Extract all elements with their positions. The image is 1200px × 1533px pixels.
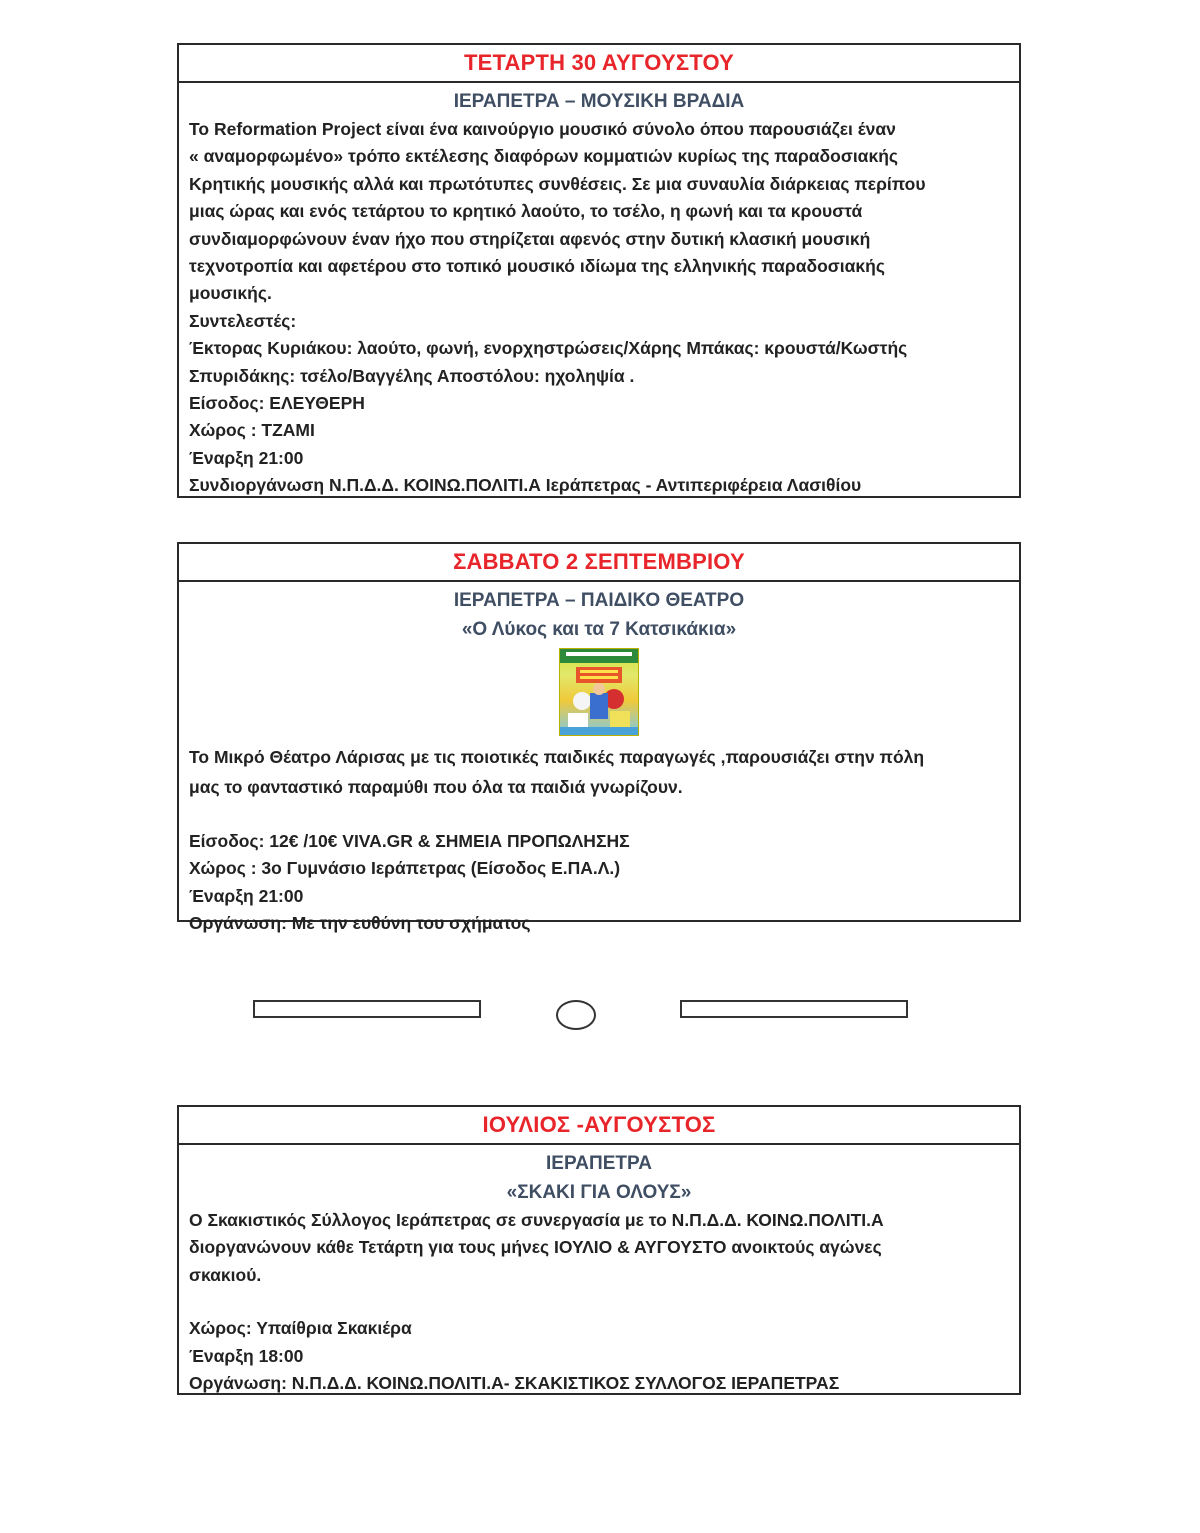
credits-line: Σπυριδάκης: τσέλο/Βαγγέλης Αποστόλου: ηχοληψία . xyxy=(189,365,635,386)
event-title: ΙΕΡΑΠΕΤΡΑ xyxy=(546,1153,652,1174)
event-organizer: Οργάνωση: Με την ευθύνη του σχήματος xyxy=(189,913,531,934)
event-title: ΙΕΡΑΠΕΤΡΑ – ΠΑΙΔΙΚΟ ΘΕΑΤΡΟ xyxy=(453,590,745,611)
description-line: συνδιαμορφώνουν έναν ήχο που στηρίζεται αφενός στην δυτική κλασική μουσική xyxy=(189,228,871,249)
event-organizer: Οργάνωση: Ν.Π.Δ.Δ. ΚΟΙΝΩ.ΠΟΛΙΤΙ.Α- ΣΚΑΚΙΣΤΙΚΟΣ ΣΥΛΛΟΓΟΣ ΙΕΡΑΠΕΤΡΑΣ xyxy=(189,1373,840,1394)
event-card-chess xyxy=(177,1105,1021,1395)
event-venue: Χώρος : ΤΖΑΜΙ xyxy=(189,420,315,441)
description-line: τεχνοτροπία και αφετέρου στο τοπικό μουσικό ιδίωμα της ελληνικής παραδοσιακής xyxy=(189,256,885,277)
credits-line: Έκτορας Κυριάκου: λαούτο, φωνή, ενορχηστρώσεις/Χάρης Μπάκας: κρουστά/Κωστής xyxy=(189,338,908,359)
event-date-header: ΣΑΒΒΑΤΟ 2 ΣΕΠΤΕΜΒΡΙΟΥ xyxy=(179,544,1019,582)
description-line: μουσικής. xyxy=(189,283,272,304)
event-entry: Είσοδος: 12€ /10€ VIVA.GR & ΣΗΜΕΙΑ ΠΡΟΠΩΛΗΣΗΣ xyxy=(189,831,630,851)
description-line: μας το φανταστικό παραμύθι που όλα τα παιδιά γνωρίζουν. xyxy=(189,777,683,797)
event-start: Έναρξη 18:00 xyxy=(189,1345,304,1366)
credits-heading: Συντελεστές: xyxy=(189,310,297,331)
description-line: διοργανώνουν κάθε Τετάρτη για τους μήνες ΙΟΥΛΙΟ & ΑΥΓΟΥΣΤΟ ανοικτούς αγώνες xyxy=(189,1237,882,1258)
event-start: Έναρξη 21:00 xyxy=(189,447,304,468)
event-card-children-theatre xyxy=(177,542,1021,934)
event-date-header: ΤΕΤΑΡΤΗ 30 ΑΥΓΟΥΣΤΟΥ xyxy=(179,45,1019,83)
separator-bar-left xyxy=(253,1000,481,1018)
event-organizer: Συνδιοργάνωση Ν.Π.Δ.Δ. ΚΟΙΝΩ.ΠΟΛΙΤΙ.Α Ιεράπετρας - Αντιπεριφέρεια Λασιθίου xyxy=(189,475,862,496)
event-card-music-night xyxy=(177,43,1021,498)
description-line: Κρητικής μουσικής αλλά και πρωτότυπες συνθέσεις. Σε μια συναυλία διάρκειας περίπου xyxy=(189,173,926,194)
event-start: Έναρξη 21:00 xyxy=(189,885,304,906)
separator-circle xyxy=(556,1000,596,1030)
separator-bar-right xyxy=(680,1000,908,1018)
description-line: Το Reformation Project είναι ένα καινούργιο μουσικό σύνολο όπου παρουσιάζει έναν xyxy=(189,119,896,139)
description-line: Ο Σκακιστικός Σύλλογος Ιεράπετρας σε συνεργασία με το Ν.Π.Δ.Δ. ΚΟΙΝΩ.ΠΟΛΙΤΙ.Α xyxy=(189,1210,884,1230)
event-venue: Χώρος: Υπαίθρια Σκακιέρα xyxy=(189,1318,412,1339)
event-subtitle: «ΣΚΑΚΙ ΓΙΑ ΟΛΟΥΣ» xyxy=(506,1182,692,1203)
event-title: ΙΕΡΑΠΕΤΡΑ – ΜΟΥΣΙΚΗ ΒΡΑΔΙΑ xyxy=(453,91,745,112)
event-subtitle: «Ο Λύκος και τα 7 Κατσικάκια» xyxy=(461,619,737,640)
spacer xyxy=(189,1289,1009,1315)
event-venue: Χώρος : 3ο Γυμνάσιο Ιεράπετρας (Είσοδος Ε.ΠΑ.Λ.) xyxy=(189,858,621,879)
event-date-header: ΙΟΥΛΙΟΣ -ΑΥΓΟΥΣΤΟΣ xyxy=(179,1107,1019,1145)
description-line: « αναμορφωμένο» τρόπο εκτέλεσης διαφόρων κομματιών κυρίως της παραδοσιακής xyxy=(189,146,898,167)
description-line: Το Μικρό Θέατρο Λάρισας με τις ποιοτικές παιδικές παραγωγές ,παρουσιάζει στην πόλη xyxy=(189,747,925,767)
description-line: μιας ώρας και ενός τετάρτου το κρητικό λαούτο, το τσέλο, η φωνή και τα κρουστά xyxy=(189,201,863,222)
spacer xyxy=(189,802,1009,828)
description-line: σκακιού. xyxy=(189,1264,262,1285)
event-entry: Είσοδος: ΕΛΕΥΘΕΡΗ xyxy=(189,393,365,414)
play-poster-image xyxy=(559,648,639,736)
